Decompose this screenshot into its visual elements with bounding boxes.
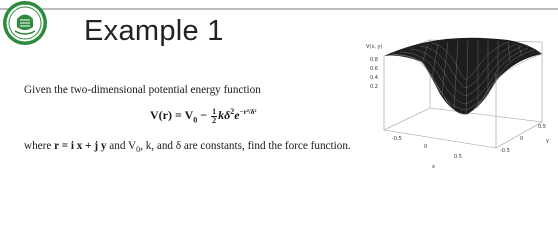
z-axis-label: V(x, y) [366,44,383,50]
y-tick-label: 0.5 [538,124,546,130]
x-tick-label: 0.5 [454,154,462,160]
z-tick-label: 0.2 [370,84,378,90]
problem-statement-line3 [24,140,351,154]
line3-sub0: 0 [136,145,141,155]
x-tick-label: -0.5 [392,136,402,142]
slide-title: Example 1 [84,15,224,47]
eq-delta-exp: 2 [230,107,235,116]
eq-fraction [211,108,217,125]
header-rule [0,8,558,10]
z-tick-label: 0.6 [370,66,378,72]
university-seal-icon [2,0,48,46]
eq-k-delta: kδ [218,108,231,122]
z-tick-label: 0.8 [370,57,378,63]
eq-frac-num: 1 [212,106,217,116]
potential-equation [150,107,256,125]
y-tick-label: -0.5 [500,148,510,154]
problem-statement-line1: Given the two-dimensional potential energy function [24,84,261,96]
potential-surface [384,38,542,115]
line3-pre: where [24,140,55,152]
line3-r-def: r = i x + j y [54,140,107,152]
x-axis-label: x [432,164,435,170]
surface-plot [362,34,558,172]
y-tick-label: 0 [520,136,524,142]
eq-e-exp: −r²/δ² [239,108,257,116]
line3-rest: , k, and δ are constants, find the force function. [140,140,351,152]
y-axis-label: y [546,138,549,144]
x-tick-label: 0 [424,144,428,150]
eq-lhs: V(r) = V [150,108,194,122]
eq-frac-den: 2 [212,115,217,125]
eq-minus: − [197,108,211,122]
eq-lhs-sub: 0 [193,115,198,125]
eq-e: e [234,108,240,122]
z-tick-label: 0.4 [370,75,378,81]
line3-mid: and V [106,140,137,152]
